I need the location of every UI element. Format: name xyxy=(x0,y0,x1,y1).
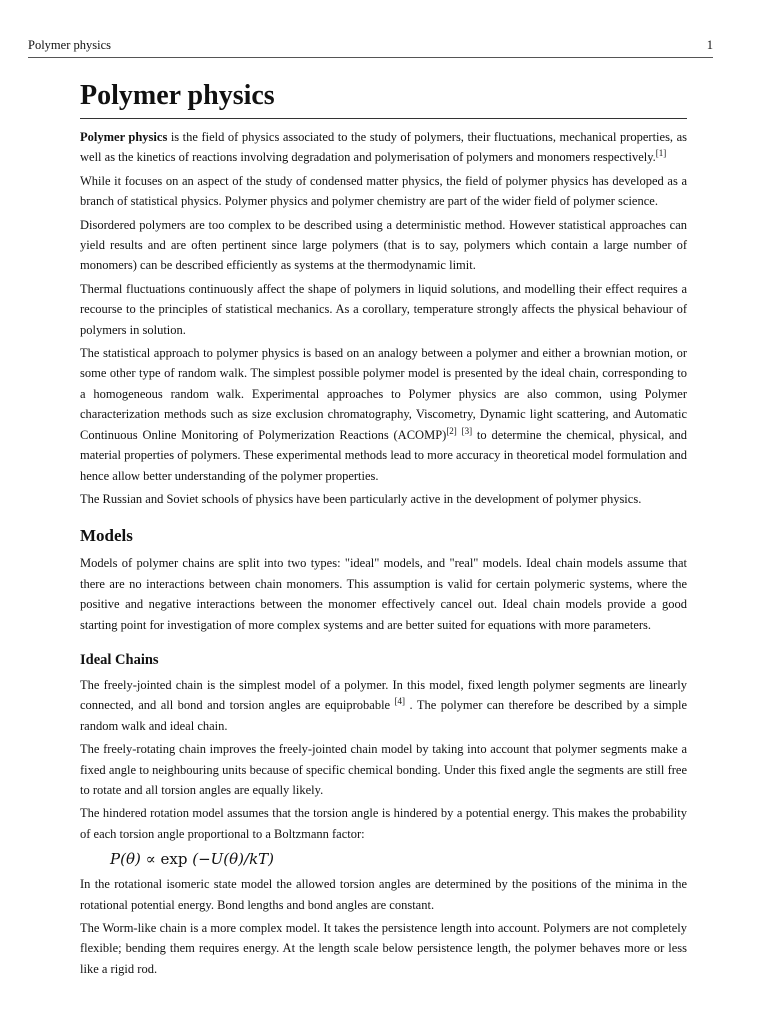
citation-link-2[interactable]: [2] xyxy=(446,425,457,436)
formula-proportional: ∝ xyxy=(140,850,161,869)
formula-lhs: P(θ) xyxy=(110,850,141,869)
paragraph-text: The statistical approach to polymer physics is based on an analogy between a polymer and either a brownian motion, or some other type of random walk. The simplest possible polymer model is presented by the ideal chain, corresponding to a homogeneous random walk. Experimental approaches to Polymer physics are also common, using Polymer characterization methods such as size exclusion chromatography, Viscometry, Dynamic light scattering, and Automatic Continuous Online Monitoring of Polymerization Reactions (ACOMP) xyxy=(80,346,687,442)
paragraph-worm-like-chain: The Worm-like chain is a more complex model. It takes the persistence length into account. Polymers are not completely flexible; bending them requires energy. At the length scale below persistence length, the polymer behaves more or less like a rigid rod. xyxy=(80,921,687,976)
page-title: Polymer physics xyxy=(80,76,687,119)
section-heading-ideal-chains: Ideal Chains xyxy=(80,651,159,668)
boltzmann-formula xyxy=(110,847,687,871)
page-number: 1 xyxy=(706,38,713,52)
running-header xyxy=(28,38,713,58)
paragraph-russian-schools: The Russian and Soviet schools of physics have been particularly active in the development of polymer physics. xyxy=(80,491,642,506)
section-heading-models: Models xyxy=(80,526,133,546)
citation-link-1[interactable]: [1] xyxy=(655,148,667,159)
citation-link-4[interactable]: [4] xyxy=(394,696,406,707)
intro-term: Polymer physics xyxy=(80,130,168,144)
paragraph-rotational-isomeric: In the rotational isomeric state model the allowed torsion angles are determined by the positions of the minima in the rotational potential energy. Bond lengths and bond angles are constant. xyxy=(80,877,687,912)
running-header-title: Polymer physics xyxy=(28,38,111,52)
paragraph-text: to determine the chemical, physical, and material properties of polymers. These experimental methods lead to more accuracy in theoretical model formulation and hence allow better understanding of the polymer properties. xyxy=(80,427,687,483)
citation-link-3[interactable]: [3] xyxy=(461,425,473,436)
formula-exp: exp xyxy=(160,850,188,869)
paragraph-text: . The polymer can therefore be described by a simple random walk and ideal chain. xyxy=(80,698,687,733)
paragraph-hindered-rotation: The hindered rotation model assumes that the torsion angle is hindered by a potential energy. This makes the probability of each torsion angle proportional to a Boltzmann factor: xyxy=(80,806,687,841)
article-body xyxy=(80,76,687,982)
paragraph-models: Models of polymer chains are split into two types: "ideal" models, and "real" models. Ideal chain models assume that there are no interactions between chain monomers. This assumption is valid for certain polymeric systems, where the positive and negative interactions between the monomer effectively cancel out. Ideal chain models provide a good starting point for investigation of more complex systems and are better suited for equations with more parameters. xyxy=(80,556,687,632)
paragraph-freely-jointed xyxy=(80,675,687,736)
formula-argument: (−U(θ)/kT) xyxy=(187,850,275,869)
paragraph-freely-rotating: The freely-rotating chain improves the freely-jointed chain model by taking into account that polymer segments make a fixed angle to neighbouring units because of specific chemical bonding. Under this fixed angle the segments are still free to rotate and all torsion angles are equally likely. xyxy=(80,742,687,797)
intro-text: is the field of physics associated to the study of polymers, their fluctuations, mechanical properties, as well as the kinetics of reactions involving degradation and polymerisation of polymers and monomers respectively. xyxy=(80,130,687,165)
paragraph-statistical-approach xyxy=(80,343,687,486)
intro-paragraph xyxy=(80,127,687,168)
paragraph-text: The freely-jointed chain is the simplest model of a polymer. In this model, fixed length polymer segments are linearly connected, and all bond and torsion angles are equiprobable xyxy=(80,677,687,713)
paragraph-disordered-polymers: Disordered polymers are too complex to be described using a deterministic method. However statistical approaches can yield results and are often pertinent since large polymers (that is to say, polymers which contain a large number of monomers) can be described efficiently as systems at the thermodynamic limit. xyxy=(80,217,687,273)
paragraph-thermal-fluctuations: Thermal fluctuations continuously affect the shape of polymers in liquid solutions, and modelling their effect requires a recourse to the principles of statistical mechanics. As a corollary, temperature strongly affects the physical behaviour of polymers in solution. xyxy=(80,281,687,337)
paragraph-condensed-matter: While it focuses on an aspect of the study of condensed matter physics, the field of polymer physics has developed as a branch of statistical physics. Polymer physics and polymer chemistry are part of the wider field of polymer science. xyxy=(80,173,687,209)
